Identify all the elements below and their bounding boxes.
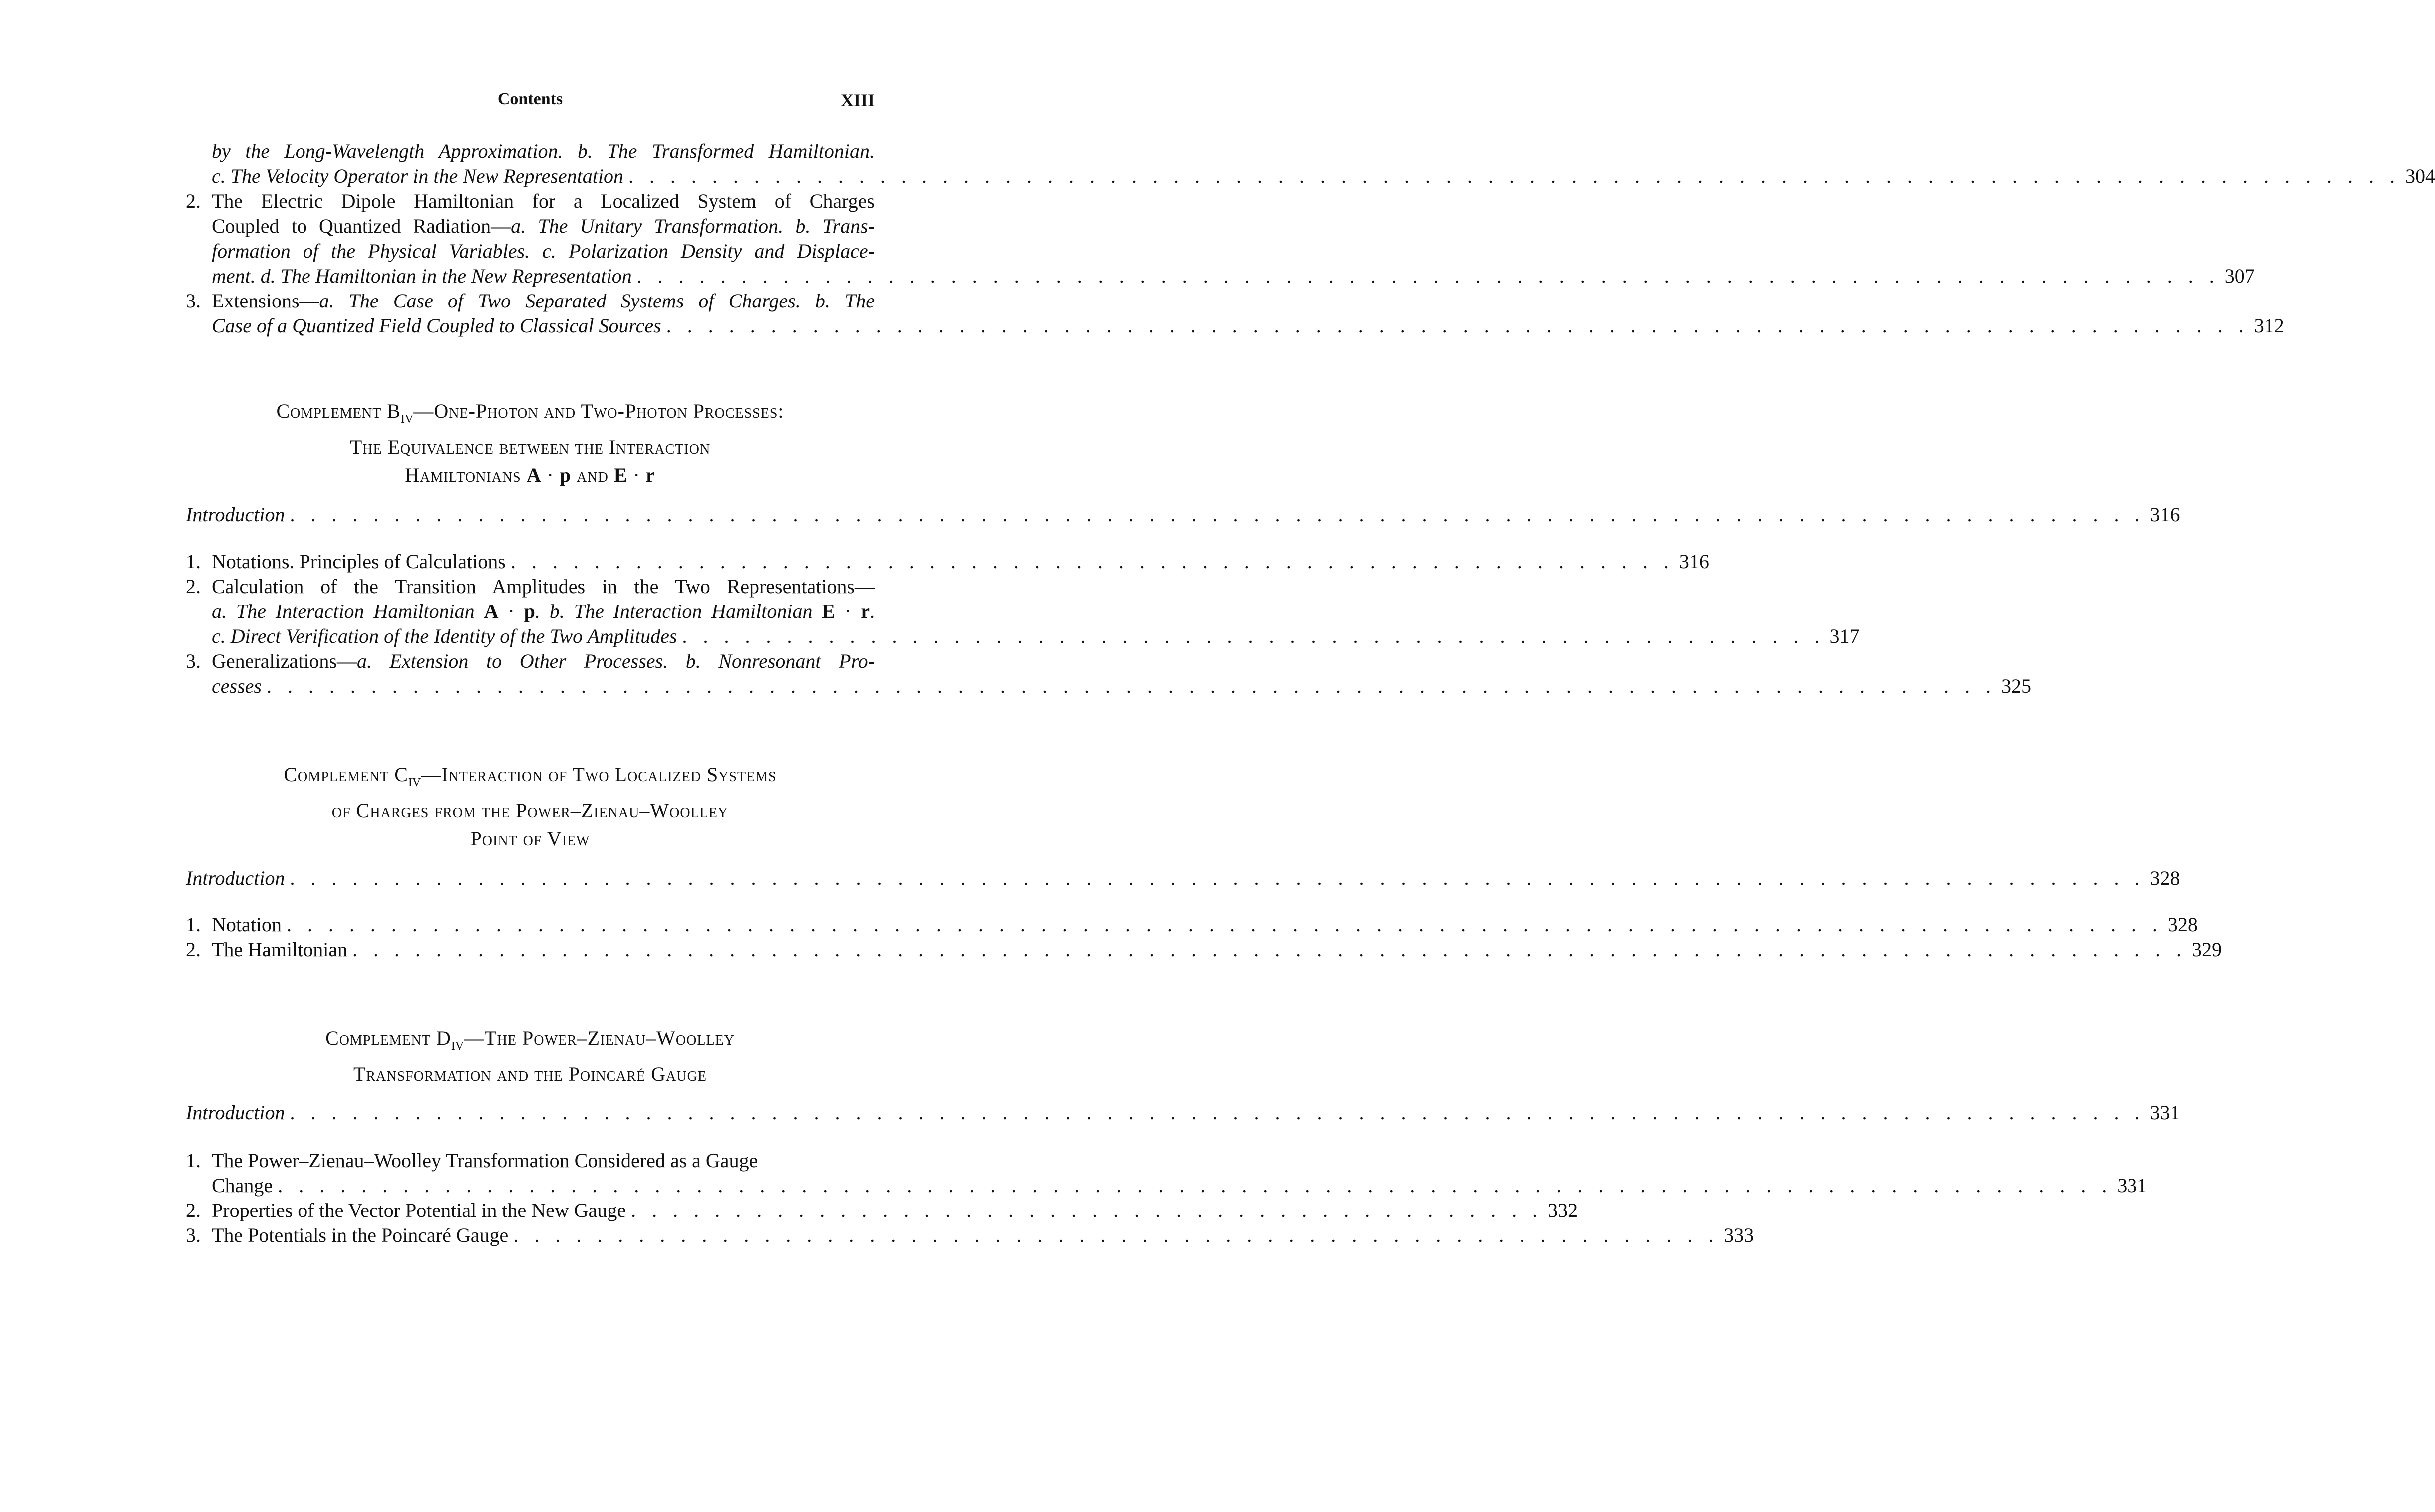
toc-page-number: 307 [2224,265,2255,287]
heading-text: —The Power–Zienau–Woolley [464,1027,735,1049]
toc-page-number: 304 [2405,165,2435,187]
heading-line [186,1024,875,1060]
item-number: 1. [186,550,201,573]
complement-b-items [186,549,2031,699]
dot-leader: . . . . . . . . . . . . . . . . . . . . . . . . . . . . . . . . . . . . . . . . . . . . . . . . . . . . . . . . [510,550,1674,573]
toc-continued-section [186,139,2435,338]
entry-text: Extensions— [212,290,319,312]
entry-subentries: . [870,600,875,622]
toc-leader-line [212,912,2198,937]
item-number: 3. [186,1224,201,1246]
running-header [186,90,875,120]
toc-entry-title: Introduction [186,503,285,526]
toc-entry-title [212,649,875,674]
toc-subentries: by the Long-Wavelength Approximation. b. The Transformed Hamiltonian. [212,140,875,162]
toc-leader-line [212,1223,1754,1248]
toc-leader-line [212,624,1860,649]
toc-line [212,599,875,624]
toc-page-number: 332 [1548,1199,1578,1221]
toc-page-number: 317 [1829,625,1860,647]
toc-subentries: Case of a Quantized Field Coupled to Classical Sources [212,314,661,337]
vector-symbol: E [613,464,628,486]
dot-operator: · [627,464,646,486]
toc-subentries: ment. d. The Hamiltonian in the New Representation [212,265,632,287]
heading-line: The Equivalence between the Interaction [349,436,711,458]
toc-leader-line [212,264,2255,289]
toc-subentries: c. Direct Verification of the Identity of the Two Amplitudes [212,625,677,647]
dot-leader: . . . . . . . . . . . . . . . . . . . . . . . . . . . . . . . . . . . . . . . . . . . . . . . . . . . . . . . . . . . . . . . . . . . . . . . . . . . . . . . . . . . . . . . . [278,1174,2113,1197]
complement-b-heading [186,397,875,489]
heading-text: Complement D [325,1027,451,1049]
toc-leader-line [212,164,2435,189]
toc-entry-continuation: Change [212,1174,273,1197]
entry-text: Generalizations— [212,650,357,672]
toc-line [212,214,875,239]
entry-subentries: . b. The Interaction Hamiltonian [535,600,822,622]
toc-line [212,674,2031,699]
vector-symbol: E [822,600,836,622]
toc-entry-title: Introduction [186,867,285,889]
toc-page-number: 329 [2192,938,2222,961]
toc-page-number: 333 [1724,1224,1754,1246]
toc-subentries [212,599,875,624]
toc-entry-title [212,289,875,313]
toc-page-number: 316 [1679,550,1709,573]
dot-leader: . . . . . . . . . . . . . . . . . . . . . . . . . . . . . . . . . . . . . . . . . . . . . . . . . . . . . . . . . . . . . . . . . . . . . . . . . . . . [636,265,2220,287]
complement-d-items [186,1148,2147,1248]
header-title: Contents [497,90,563,108]
dot-leader: . . . . . . . . . . . . . . . . . . . . . . . . . . . . . . . . . . . . . . . . . . . . . . . . . . . . . . . . . . . . . . . . . . . . . . . . . . . . . . . . . . . . . . . . . [290,503,2145,526]
toc-leader-line [212,1198,1578,1223]
toc-entry-title: The Hamiltonian [212,938,348,961]
toc-entry-2 [186,574,875,599]
toc-leader-line [212,549,1709,574]
dot-leader: . . . . . . . . . . . . . . . . . . . . . . . . . . . . . . . . . . . . . . . . . . . . . . . . . . . . . . . . . . . . . . . . . . . . . . . . . . . . . . . . . . . . . [628,165,2401,187]
dot-leader: . . . . . . . . . . . . . . . . . . . . . . . . . . . . . . . . . . . . . . . . . . . . . . . . . . . . . . . . . . . . . . . . . . . . . . . . . . . . . . . . . . . . . . . . . [290,867,2145,889]
entry-subentries: a. The Case of Two Separated Systems of Charges. b. The [319,290,875,312]
heading-line: Point of View [470,827,590,850]
toc-leader-line [212,313,2284,338]
heading-text: Complement C [284,763,408,786]
toc-entry-title: Notation [212,913,282,936]
toc-entry-title: The Potentials in the Poincaré Gauge [212,1224,509,1246]
toc-leader-line [212,1173,2147,1198]
heading-text: —One-Photon and Two-Photon Processes: [413,400,784,422]
heading-subscript: IV [408,776,421,789]
toc-entry-title: Calculation of the Transition Amplitudes in the Two Representations— [212,575,875,598]
toc-entry-title: Notations. Principles of Calculations [212,550,506,573]
toc-line [212,264,2255,289]
toc-line [212,313,2284,338]
toc-entry-continuation [212,214,875,239]
toc-line [212,1173,2147,1198]
toc-entry-2 [186,189,875,214]
toc-introduction [186,1100,2180,1125]
heading-text: Hamiltonians [405,464,527,486]
toc-page-number: 331 [2150,1101,2180,1124]
toc-page-number: 316 [2150,503,2180,526]
entry-subentries: a. The Interaction Hamiltonian [212,600,484,622]
vector-symbol: r [645,464,655,486]
dot-leader: . . . . . . . . . . . . . . . . . . . . . . . . . . . . . . . . . . . . . . . . . . . . . . . . . . . . . . . . . . . . . . . . . . . . . . . . . . . . . . . . . . . . . . . . [352,938,2187,961]
heading-text: —Interaction of Two Localized Systems [421,763,777,786]
toc-entry-title: The Electric Dipole Hamiltonian for a Localized System of Charges [212,190,875,212]
complement-d-heading [186,1024,875,1088]
complement-d-toc [186,1100,2180,1125]
toc-line [212,624,1860,649]
item-number: 1. [186,913,201,936]
toc-line [212,164,2435,189]
toc-entry-1 [186,912,2198,937]
complement-c-heading [186,761,875,853]
heading-line [186,461,875,489]
entry-subentries: a. Extension to Other Processes. b. Nonresonant Pro- [357,650,875,672]
item-number: 3. [186,650,201,672]
toc-entry-2 [186,937,2222,962]
toc-leader-line [186,866,2180,891]
toc-page-number: 312 [2254,314,2284,337]
toc-page-number: 331 [2117,1174,2147,1197]
toc-introduction [186,866,2180,891]
vector-symbol: A [484,600,499,622]
dot-leader: . . . . . . . . . . . . . . . . . . . . . . . . . . . . . . . . . . . . . . . . . . . . . . . . . . . . . . . [682,625,1825,647]
vector-symbol: A [526,464,542,486]
header-page-number: XIII [840,90,875,110]
toc-leader-line [212,674,2031,699]
dot-leader: . . . . . . . . . . . . . . . . . . . . . . . . . . . . . . . . . . . . . . . . . . . . . . . . . . . . . . . . . . . . . . . . . . . . . . . . . . . . [666,314,2249,337]
dot-leader: . . . . . . . . . . . . . . . . . . . . . . . . . . . . . . . . . . . . . . . . . . . . . . . . . . . . . . . . . . . . . . . . . . . . . . . . . . . . . . . . . . . . . . . . . . [286,913,2163,936]
item-number: 2. [186,190,201,212]
item-number: 3. [186,290,201,312]
toc-leader-line [186,1100,2180,1125]
toc-page-number: 328 [2150,867,2180,889]
toc-subentries: formation of the Physical Variables. c. Polarization Density and Displace- [212,240,875,262]
vector-symbol: r [861,600,870,622]
dot-operator: · [498,600,524,622]
heading-subscript: IV [451,1040,464,1053]
heading-text: and [571,464,614,486]
toc-entry-3 [186,289,875,313]
toc-entry-2 [186,1198,1578,1223]
item-number: 2. [186,938,201,961]
toc-subentries: c. The Velocity Operator in the New Representation [212,165,624,187]
toc-subentries: cesses [212,675,262,697]
heading-subscript: IV [401,413,414,426]
toc-introduction [186,502,2180,527]
toc-entry-3 [186,649,875,674]
entry-subentries: a. The Unitary Transformation. b. Trans- [511,215,875,237]
heading-line [186,761,875,797]
item-number: 2. [186,1199,201,1221]
toc-leader-line [186,502,2180,527]
heading-line: Transformation and the Poincaré Gauge [353,1063,707,1085]
heading-line: of Charges from the Power–Zienau–Woolley [331,799,729,822]
toc-entry-title: Properties of the Vector Potential in the New Gauge [212,1199,626,1221]
toc-page-number: 325 [2001,675,2031,697]
toc-entry-1 [186,549,1709,574]
dot-leader: . . . . . . . . . . . . . . . . . . . . . . . . . . . . . . . . . . . . . . . . . . . . . . . . . . . . . . . . . . . . . . . . . . . . . . . . . . . . . . . . . . . [266,675,1996,697]
heading-text: Complement B [276,400,401,422]
toc-line [212,139,875,164]
toc-leader-line [212,937,2222,962]
dot-leader: . . . . . . . . . . . . . . . . . . . . . . . . . . . . . . . . . . . . . . . . . . . . [631,1199,1543,1221]
vector-symbol: p [559,464,572,486]
entry-text: Coupled to Quantized Radiation— [212,215,511,237]
dot-leader: . . . . . . . . . . . . . . . . . . . . . . . . . . . . . . . . . . . . . . . . . . . . . . . . . . . . . . . . . . . . . . . . . . . . . . . . . . . . . . . . . . . . . . . . . [290,1101,2145,1124]
vector-symbol: p [524,600,535,622]
item-number: 2. [186,575,201,598]
toc-entry-3 [186,1223,1754,1248]
dot-leader: . . . . . . . . . . . . . . . . . . . . . . . . . . . . . . . . . . . . . . . . . . . . . . . . . . . . . . . . . . [513,1224,1719,1246]
heading-line [186,397,875,433]
dot-operator: · [835,600,861,622]
item-number: 1. [186,1149,201,1172]
complement-b-toc [186,502,2180,527]
toc-entry-title: Introduction [186,1101,285,1124]
complement-c-toc [186,866,2180,891]
toc-line [212,239,875,264]
complement-c-items [186,912,2222,962]
toc-entry-title: The Power–Zienau–Woolley Transformation Considered as a Gauge [212,1149,758,1172]
toc-entry-1 [186,1148,875,1173]
dot-operator: · [541,464,560,486]
toc-page-number: 328 [2167,913,2198,936]
